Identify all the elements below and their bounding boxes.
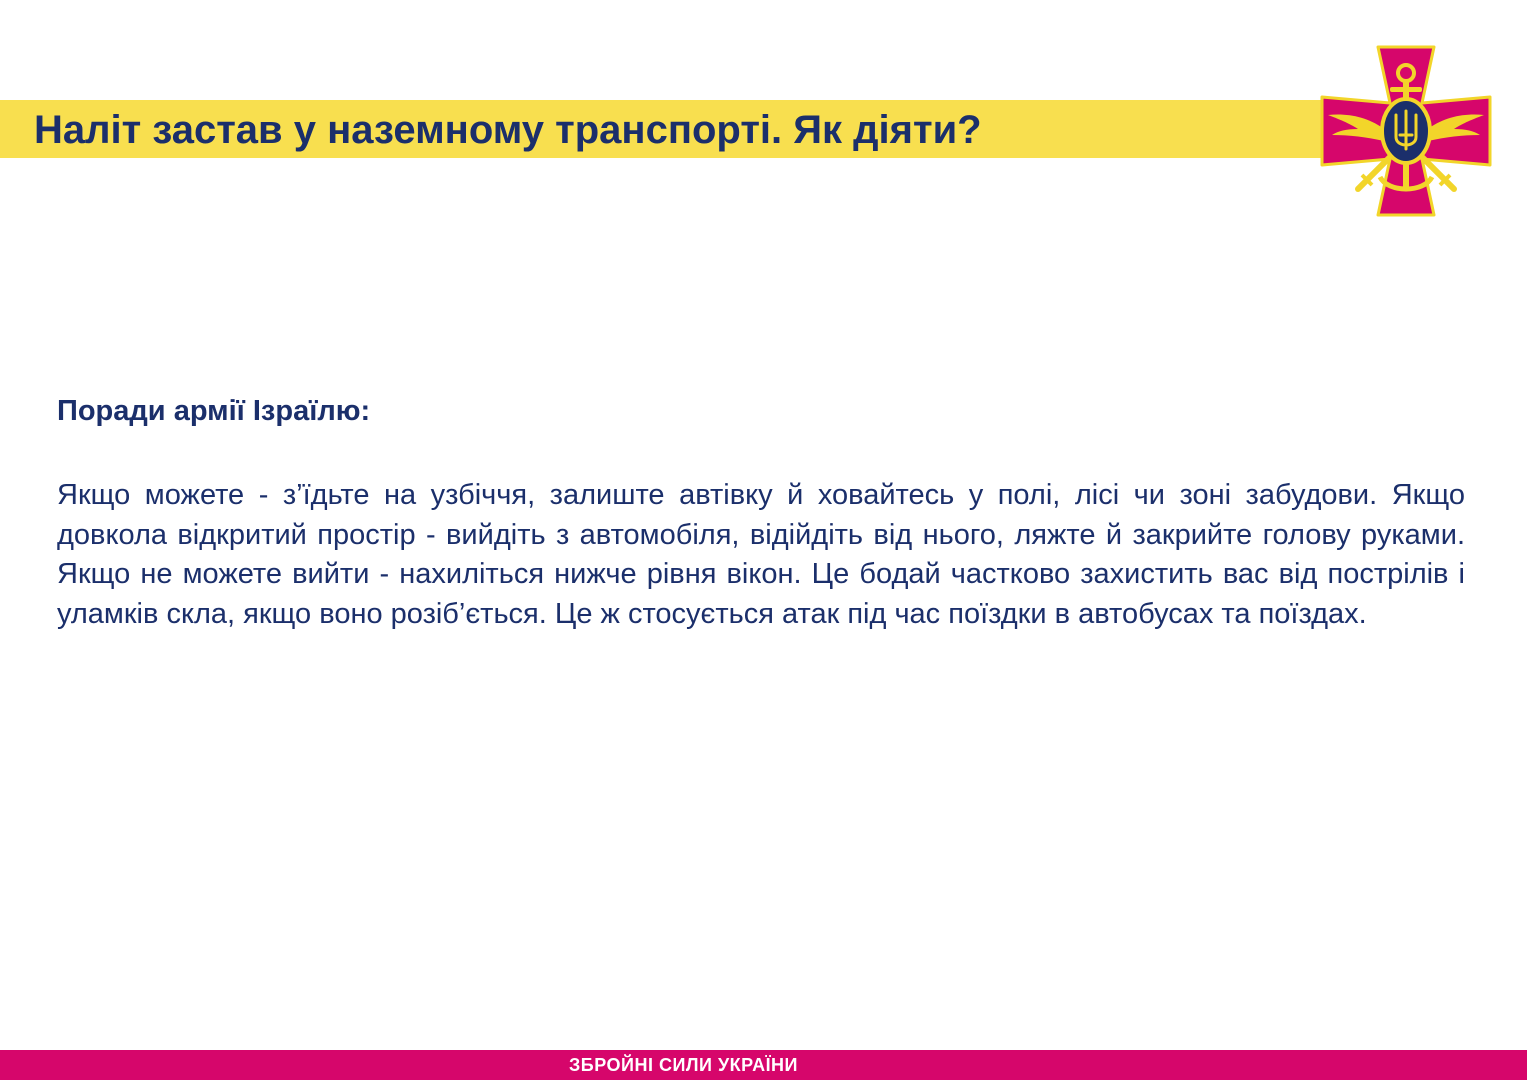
content-area: [57, 390, 1465, 634]
footer-label: ЗБРОЙНІ СИЛИ УКРАЇНИ: [569, 1054, 798, 1075]
body-paragraph: Якщо можете - з’їдьте на узбіччя, залиште автівку й ховайтесь у полі, лісі чи зоні забудови. Якщо довкола відкритий простір - вийдіть з автомобіля, відійдіть від нього, ляжте й закрийте голову руками. Якщо не можете вийти - нахиліться нижче рівня вікон. Це бодай частково захистить вас від пострілів і уламків скла, якщо воно розіб’ється. Це ж стосується атак під час поїздки в автобусах та поїздах.: [57, 479, 1465, 630]
subheading: Поради армії Ізраїлю:: [57, 395, 371, 427]
footer-band: [0, 1050, 1527, 1080]
slide-title: Наліт застав у наземному транспорті. Як діяти?: [34, 108, 982, 152]
armed-forces-emblem-icon: [1318, 43, 1494, 219]
